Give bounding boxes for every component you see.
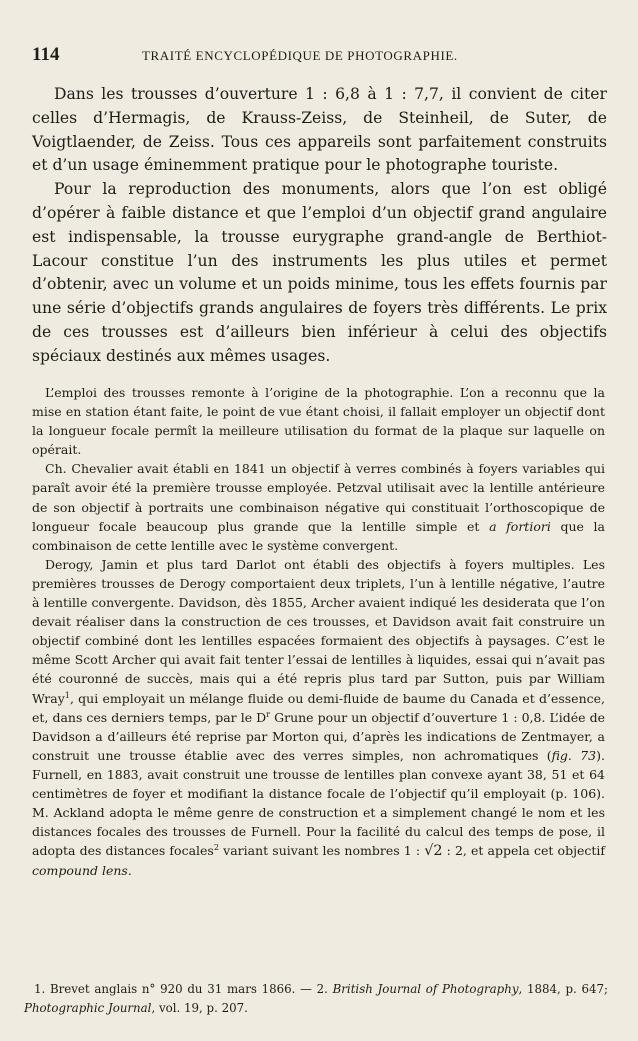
text-run: ). Furnell, en 1883, avait construit une trousse de lentilles plan convexe ayant 38, 51 et 64 centimètres de foyer et modifiant la distance focale de l’objectif qu’il employait (p. 106). M. Ackland adopta le même genre de construction et a simplement changé le nom et les distances focales des trousses de Furnell. Pour la facilité du calcul des temps de pose, il adopta des distances focales [32, 747, 605, 859]
paragraph [32, 555, 605, 881]
text-run: , 1884, p. 647; [518, 982, 608, 996]
journal-title: Photographic Journal [24, 1001, 152, 1015]
square-root-symbol: √2 [424, 843, 443, 860]
footnote-ref-2: 2 [213, 842, 220, 853]
text-run: variant suivant les nombres 1 : [219, 843, 425, 859]
figure-reference: fig. 73 [551, 747, 597, 763]
running-title: TRAITÉ ENCYCLOPÉDIQUE DE PHOTOGRAPHIE. [142, 48, 458, 63]
journal-title: British Journal of Photography [332, 982, 519, 996]
footnote [24, 980, 608, 1018]
footnote-ref-1: 1 [64, 689, 70, 700]
text-run: Ch. Chevalier avait établi en 1841 un objectif à verres combinés à foyers variables qui paraît avoir été la première trousse employée. Petzval utilisait avec la lentille antérieure de son objectif à portraits une combinaison négative qui constituait l’orthoscopique de longueur focale beaucoup plus grande que la lentille simple et [32, 461, 605, 534]
footnotes [24, 980, 608, 1018]
paragraph: L’emploi des trousses remonte à l’origine de la photographie. L’on a reconnu que la mise en station étant faite, le point de vue étant choisi, il fallait employer un objectif dont la longueur focale permît la meilleure utilisation du format de la plaque sur laquelle on opérait. [32, 385, 605, 458]
text-run: Grune pour un objectif d’ouverture 1 : 0,8. L’idée de Davidson a d’ailleurs été reprise par Morton qui, d’après les indications de Zentmayer, a construit une trousse établie avec des verres simples, non achromatiques ( [32, 709, 605, 763]
paragraph: Pour la reproduction des monuments, alors que l’on est obligé d’opérer à faible distance et que l’emploi d’un objectif grand angulaire est indispensable, la trousse eurygraphe grand-angle de Berthiot-Lacour constitue l’un des instruments les plus utiles et permet d’obtenir, avec un volume et un poids minime, tous les effets fournis par une série d’objectifs grands angulaires de foyers très différents. Le prix de ces trousses est d’ailleurs bien inférieur à celui des objectifs spéciaux destinés aux mêmes usages. [32, 180, 607, 365]
text-run: . [127, 863, 132, 879]
italic-phrase: a fortiori [489, 518, 551, 534]
superscript-r: r [266, 708, 271, 719]
text-run: Derogy, Jamin et plus tard Darlot ont établi des objectifs à foyers multiples. Les premières trousses de Derogy comportaient deux triplets, l’un à lentille négative, l’autre à lentille convergente. Davidson, dès 1855, Archer avaient indiqué les desiderata que l’on devait réaliser dans la construction de ces trousses, et Davidson avait fait construire un objectif combiné dont les lentilles espacées formaient des objectifs à paysages. C’est le même Scott Archer qui avait fait tenter l’essai de lentilles à liquides, essai qui n’avait pas été couronné de succès, mais qui a été repris plus tard par Sutton, puis par William Wray [32, 556, 605, 706]
page-header [32, 44, 608, 66]
text-run: : 2, et appela cet objectif [442, 843, 605, 859]
paragraph: Dans les trousses d’ouverture 1 : 6,8 à 1 : 7,7, il convient de citer celles d’Hermagis, de Krauss-Zeiss, de Steinheil, de Suter, de Voigtlaender, de Zeiss. Tous ces appareils sont parfaitement construits et d’un usage éminemment pratique pour le photographe touriste. [32, 85, 607, 175]
text-run: que la combinaison de cette lentille avec le système convergent. [32, 518, 605, 553]
page-number: 114 [32, 44, 60, 65]
small-print-notes [32, 383, 605, 880]
paragraph [32, 459, 605, 554]
text-run: , vol. 19, p. 207. [151, 1001, 248, 1015]
text-run: 1. Brevet anglais n° 920 du 31 mars 1866. — 2. [34, 982, 333, 996]
text-run: , qui employait un mélange fluide ou demi-fluide de baume du Canada et d’essence, et, dans ces derniers temps, par le D [32, 690, 605, 725]
italic-term: compound lens [32, 863, 128, 879]
main-text [32, 83, 607, 369]
